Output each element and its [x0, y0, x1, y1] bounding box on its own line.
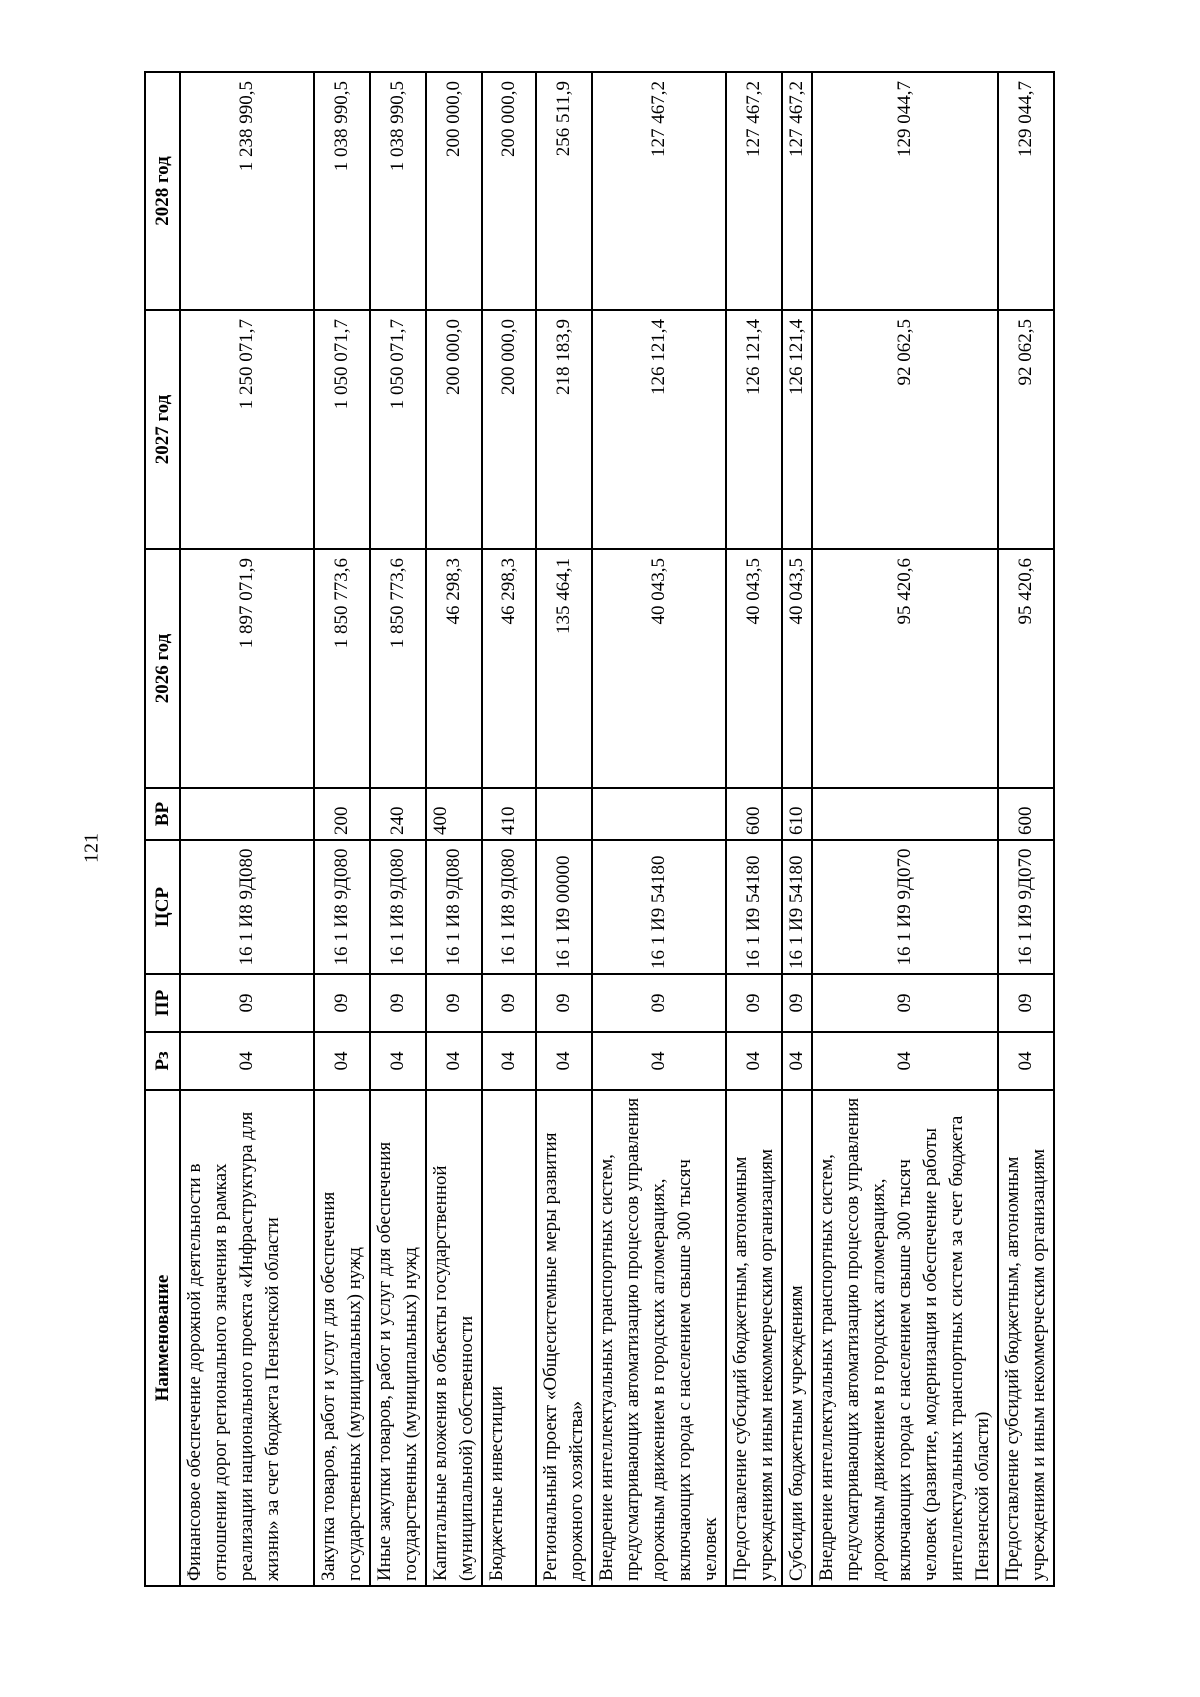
row-2027: 126 121,4 [782, 310, 812, 549]
row-pr: 09 [426, 974, 482, 1032]
row-csr: 16 1 И9 9Д070 [812, 840, 998, 974]
row-csr: 16 1 И8 9Д080 [426, 840, 482, 974]
row-2026: 46 298,3 [426, 549, 482, 788]
row-pr: 09 [482, 974, 536, 1032]
row-csr: 16 1 И8 9Д080 [370, 840, 426, 974]
table-row [812, 72, 998, 1586]
table-row [726, 72, 782, 1586]
row-vr: 400 [426, 788, 482, 840]
row-2026: 95 420,6 [998, 549, 1054, 788]
row-pr: 09 [180, 974, 314, 1032]
row-2028: 200 000,0 [482, 72, 536, 310]
table-row [782, 72, 812, 1586]
page-number: 121 [80, 833, 103, 863]
table-row [592, 72, 726, 1586]
row-2027: 1 250 071,7 [180, 310, 314, 549]
row-2028: 129 044,7 [998, 72, 1054, 310]
row-rz: 04 [812, 1032, 998, 1090]
table-header-row [145, 72, 180, 1586]
row-pr: 09 [998, 974, 1054, 1032]
row-2026: 1 850 773,6 [370, 549, 426, 788]
row-name: Субсидии бюджетным учреждениям [782, 1090, 812, 1586]
row-2026: 1 897 071,9 [180, 549, 314, 788]
row-2028: 127 467,2 [592, 72, 726, 310]
row-pr: 09 [782, 974, 812, 1032]
row-2026: 46 298,3 [482, 549, 536, 788]
row-2026: 40 043,5 [726, 549, 782, 788]
row-2028: 200 000,0 [426, 72, 482, 310]
row-vr [536, 788, 592, 840]
row-csr: 16 1 И9 9Д070 [998, 840, 1054, 974]
row-2028: 1 038 990,5 [314, 72, 370, 310]
row-rz: 04 [314, 1032, 370, 1090]
row-2026: 95 420,6 [812, 549, 998, 788]
row-rz: 04 [180, 1032, 314, 1090]
row-vr: 410 [482, 788, 536, 840]
row-2028: 127 467,2 [782, 72, 812, 310]
col-header-pr: ПР [145, 974, 180, 1032]
row-2026: 40 043,5 [782, 549, 812, 788]
col-header-rz: Рз [145, 1032, 180, 1090]
table-row [482, 72, 536, 1586]
row-vr [180, 788, 314, 840]
row-2026: 135 464,1 [536, 549, 592, 788]
row-2027: 200 000,0 [482, 310, 536, 549]
col-header-2027: 2027 год [145, 310, 180, 549]
row-2027: 92 062,5 [998, 310, 1054, 549]
col-header-2028: 2028 год [145, 72, 180, 310]
table-row [536, 72, 592, 1586]
table-row [314, 72, 370, 1586]
row-2028: 129 044,7 [812, 72, 998, 310]
row-rz: 04 [782, 1032, 812, 1090]
col-header-csr: ЦСР [145, 840, 180, 974]
row-csr: 16 1 И8 9Д080 [482, 840, 536, 974]
row-vr: 600 [998, 788, 1054, 840]
row-name: Предоставление субсидий бюджетным, автономным учреждениям и иным некоммерческим организациям [998, 1090, 1054, 1586]
row-vr [592, 788, 726, 840]
row-2027: 1 050 071,7 [370, 310, 426, 549]
budget-table [144, 71, 1055, 1587]
row-pr: 09 [592, 974, 726, 1032]
row-pr: 09 [726, 974, 782, 1032]
row-vr: 240 [370, 788, 426, 840]
table-row [370, 72, 426, 1586]
row-2027: 126 121,4 [726, 310, 782, 549]
col-header-name: Наименование [145, 1090, 180, 1586]
row-csr: 16 1 И8 9Д080 [180, 840, 314, 974]
row-2026: 40 043,5 [592, 549, 726, 788]
row-csr: 16 1 И9 54180 [726, 840, 782, 974]
row-csr: 16 1 И9 00000 [536, 840, 592, 974]
rotated-page-content [144, 73, 1050, 1587]
row-csr: 16 1 И8 9Д080 [314, 840, 370, 974]
row-pr: 09 [314, 974, 370, 1032]
col-header-vr: ВР [145, 788, 180, 840]
row-2028: 1 038 990,5 [370, 72, 426, 310]
row-rz: 04 [998, 1032, 1054, 1090]
row-rz: 04 [592, 1032, 726, 1090]
row-rz: 04 [726, 1032, 782, 1090]
table-row [180, 72, 314, 1586]
row-rz: 04 [536, 1032, 592, 1090]
row-csr: 16 1 И9 54180 [592, 840, 726, 974]
row-2027: 92 062,5 [812, 310, 998, 549]
row-name: Закупка товаров, работ и услуг для обеспечения государственных (муниципальных) нужд [314, 1090, 370, 1586]
row-name: Внедрение интеллектуальных транспортных систем, предусматривающих автоматизацию процессов управления дорожным движением в городских агломерациях, включающих города с населением свыше 300 тысяч человек [592, 1090, 726, 1586]
row-2028: 127 467,2 [726, 72, 782, 310]
row-rz: 04 [426, 1032, 482, 1090]
row-2027: 200 000,0 [426, 310, 482, 549]
table-row [426, 72, 482, 1586]
row-vr: 600 [726, 788, 782, 840]
row-csr: 16 1 И9 54180 [782, 840, 812, 974]
row-pr: 09 [536, 974, 592, 1032]
row-pr: 09 [370, 974, 426, 1032]
row-name: Бюджетные инвестиции [482, 1090, 536, 1586]
row-2027: 1 050 071,7 [314, 310, 370, 549]
row-2028: 1 238 990,5 [180, 72, 314, 310]
row-pr: 09 [812, 974, 998, 1032]
row-vr: 610 [782, 788, 812, 840]
row-rz: 04 [482, 1032, 536, 1090]
row-vr: 200 [314, 788, 370, 840]
col-header-2026: 2026 год [145, 549, 180, 788]
row-2028: 256 511,9 [536, 72, 592, 310]
row-name: Финансовое обеспечение дорожной деятельности в отношении дорог регионального значения в рамках реализации национального проекта «Инфраструктура для жизни» за счет бюджета Пензенской области [180, 1090, 314, 1586]
row-name: Региональный проект «Общесистемные меры развития дорожного хозяйства» [536, 1090, 592, 1586]
row-2027: 218 183,9 [536, 310, 592, 549]
row-name: Иные закупки товаров, работ и услуг для обеспечения государственных (муниципальных) нужд [370, 1090, 426, 1586]
row-rz: 04 [370, 1032, 426, 1090]
table-row [998, 72, 1054, 1586]
row-name: Предоставление субсидий бюджетным, автономным учреждениям и иным некоммерческим организациям [726, 1090, 782, 1586]
row-vr [812, 788, 998, 840]
row-2027: 126 121,4 [592, 310, 726, 549]
row-name: Внедрение интеллектуальных транспортных систем, предусматривающих автоматизацию процессов управления дорожным движением в городских агломерациях, включающих города с населением свыше 300 тысяч человек (развитие, модернизация и обеспечение работы интеллектуальных транспортных систем за счет бюджета Пензенской области) [812, 1090, 998, 1586]
row-name: Капитальные вложения в объекты государственной (муниципальной) собственности [426, 1090, 482, 1586]
row-2026: 1 850 773,6 [314, 549, 370, 788]
